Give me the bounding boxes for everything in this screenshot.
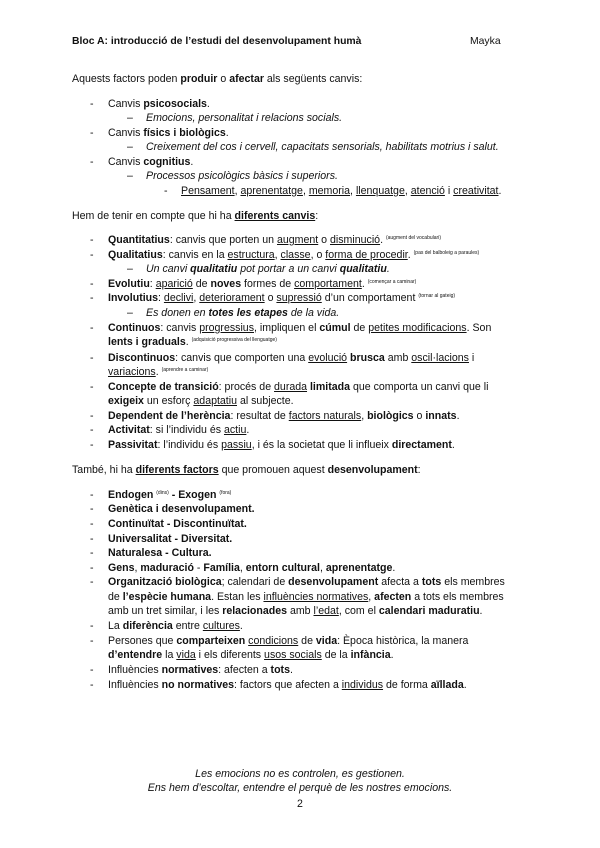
author-name: Mayka bbox=[470, 36, 501, 47]
document-page: Bloc A: introducció de l’estudi del desenvolupament humà Mayka Aquests factors poden produir o afectar als següents canvis: - Canvis psicosocials. – Emocions, personalitat i relacions socials. - Canvis físics i biològics. – Creixement del cos i cervell, capacitats sensorials, habilitats motrius i salut. - Canvis cognitius. – Processos psicològics bàsics i superiors. - Pensament, aprenentatge, memoria, llenquatge, atenció i creativitat. Hem de tenir en compte que hi ha diferents canvis: - Quantitatius: canvis que porten un augment o disminució. $^{(augment del vocabulari)}$ - Qualitatius: canvis en la estructura, classe, o forma de procedir. $^{(pas del balboleig a paraules)}$ – Un canvi qualitatiu pot portar a un canvi qualitatiu. - Evolutiu: aparició de noves formes de comportament. $^{(començar a caminar)}$ - Involutius: declivi, deteriorament o supressió d’un comportament $^{(tornar al gateig)}$ – Es donen en totes les etapes de la vida. - Continuos: canvis progressius, impliquen el cúmul de petites modificacions. Son lents i graduals. $^{(adquisició progressiva del llenguatge)}$ - Discontinuos: canvis que comporten una evolució brusca amb oscil·lacions i variacions. $^{(aprendre a caminar)}$ - Concepte de transició: procés de durada limitada que comporta un canvi que li exigeix un esforç adaptatiu al subjecte. - Dependent de l’herència: resultat de factors naturals, biològics o innats. - Activitat: si l’individu és actiu. - Passivitat: l’individu és passiu, i és la societat que li influeix directament. També, hi ha diferents factors que promouen aquest desenvolupament: - Endogen $^{(dins)}$ - Exogen $^{(fora)}$ - Genètica i desenvolupament. - Continuïtat - Discontinuïtat. - Universalitat - Diversitat. - Naturalesa - Cultura. - Gens, maduració - Família, entorn cultural, aprenentatge. - Organització biològica; calendari de desenvolupament afecta a tots els membres de l’espècie humana. Estan les influències normatives, afecten a tots els membres amb un tret similar, i les relacionades amb l’edat, com el calendari maduratiu. - La diferència entre cultures. - Persones que comparteixen condicions de vida: Època històrica, la manera d’entendre la vida i els diferents usos socials de la infància. - Influències normatives: afecten a tots. - Influències no normatives: factors que afecten a individus de forma aïllada. Les emocions no es controlen, es gestionen. Ens hem d’escoltar, entendre el perquè de les nostres emocions. 2 bbox=[0, 0, 600, 848]
intro-paragraph: Aquests factors poden produir o afectar als següents canvis: bbox=[72, 73, 363, 85]
page-header bbox=[72, 36, 528, 50]
footer-quote-line1: Les emocions no es controlen, es gestionen. bbox=[195, 768, 405, 780]
changes-paragraph: Hem de tenir en compte que hi ha diferents canvis: bbox=[72, 210, 319, 222]
document-title: Bloc A: introducció de l’estudi del desenvolupament humà bbox=[72, 36, 362, 47]
page-number: 2 bbox=[297, 798, 303, 810]
factors-paragraph: També, hi ha diferents factors que promouen aquest desenvolupament: bbox=[72, 464, 421, 476]
footer-quote-line2: Ens hem d’escoltar, entendre el perquè de les nostres emocions. bbox=[147, 782, 453, 794]
